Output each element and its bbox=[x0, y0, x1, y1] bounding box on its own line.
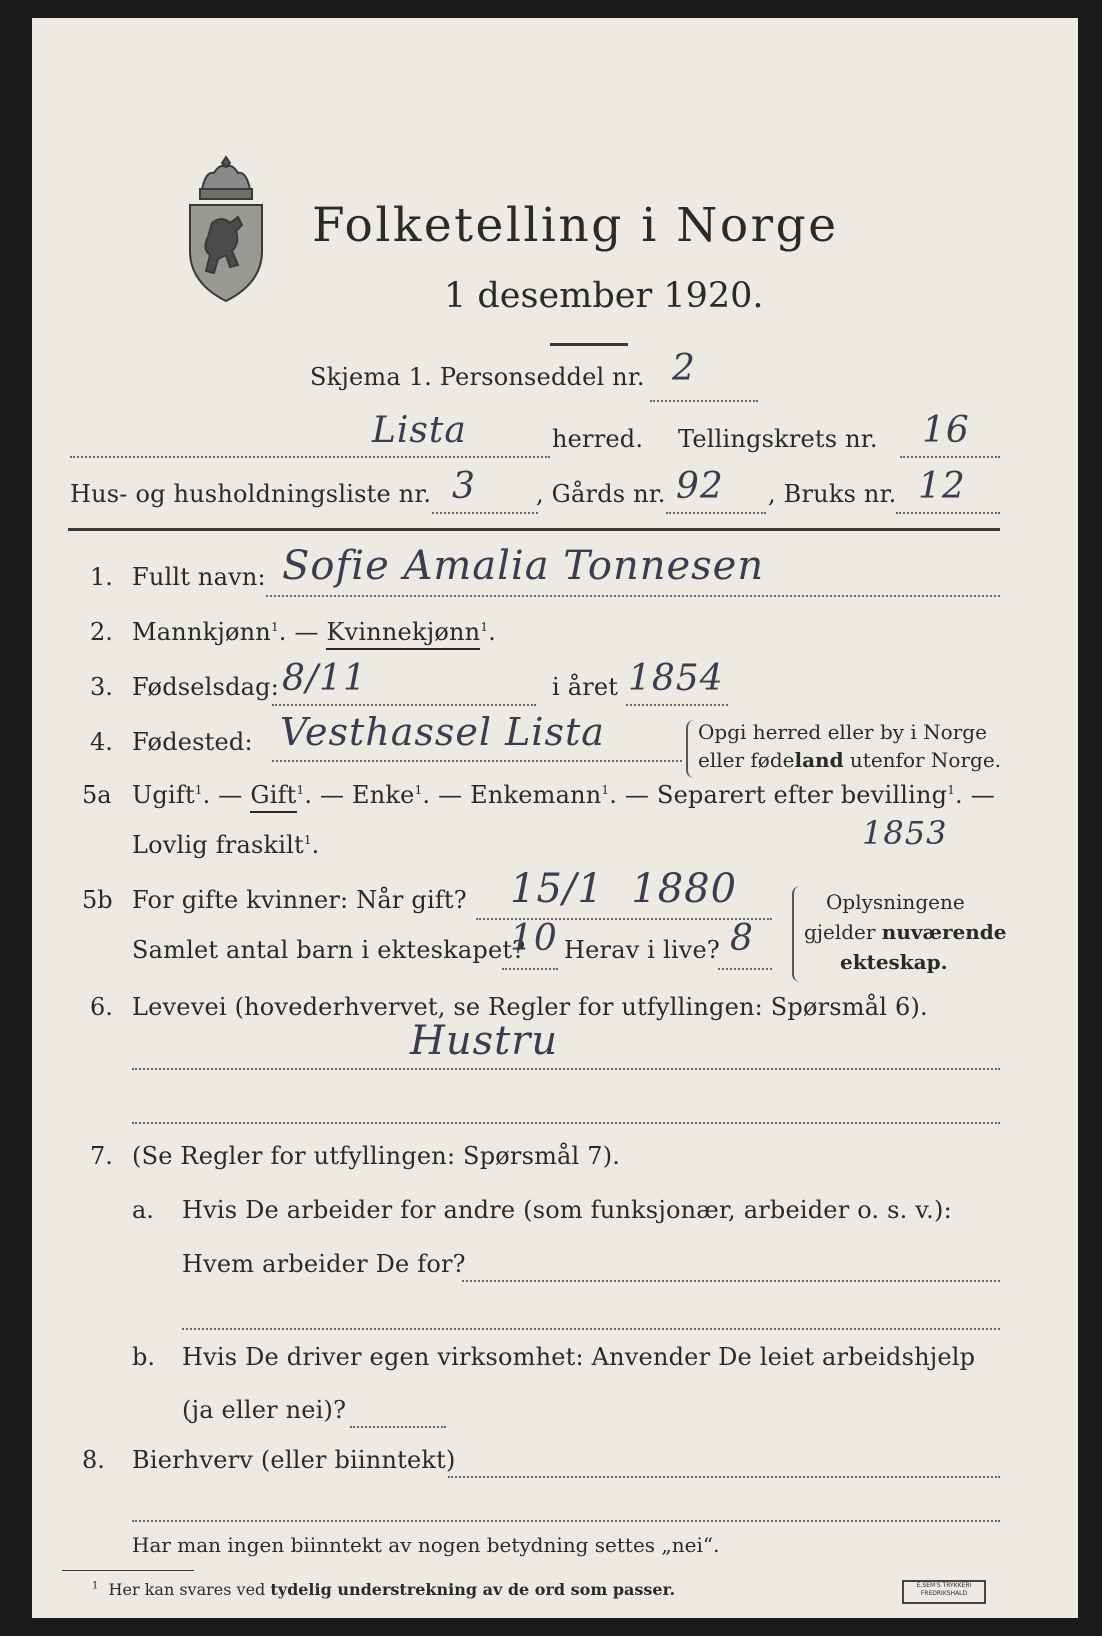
q8-note: Har man ingen biinntekt av nogen betydning settes „nei“. bbox=[132, 1533, 720, 1557]
q7-label: (Se Regler for utfyllingen: Spørsmål 7). bbox=[132, 1142, 621, 1170]
gards-field[interactable] bbox=[666, 512, 766, 514]
hus-label: Hus- og husholdningsliste nr. bbox=[70, 480, 432, 508]
census-form-sheet bbox=[32, 18, 1078, 1618]
birth-year-field[interactable] bbox=[626, 704, 728, 706]
q4-note-line1: Opgi herred eller by i Norge bbox=[698, 720, 987, 744]
bruks-label: , Bruks nr. bbox=[768, 480, 897, 508]
q7b-letter: b. bbox=[132, 1343, 155, 1371]
occupation-field[interactable] bbox=[132, 1068, 1000, 1070]
q6-number: 6. bbox=[90, 993, 113, 1021]
schema-label: Skjema 1. Personseddel nr. bbox=[310, 363, 645, 391]
q4-note-line2: eller fødeland utenfor Norge. bbox=[698, 748, 1002, 772]
birthday-value: 8/11 bbox=[282, 658, 367, 699]
q7a-letter: a. bbox=[132, 1196, 154, 1224]
q8-label: Bierhverv (eller biinntekt) bbox=[132, 1446, 456, 1474]
q5b-brace bbox=[792, 886, 802, 982]
footnote-marker: 1 bbox=[270, 620, 279, 634]
header-divider bbox=[68, 528, 1000, 531]
bruks-value: 12 bbox=[918, 466, 966, 507]
q8-number: 8. bbox=[82, 1446, 105, 1474]
q7b-yesno-label: (ja eller nei)? bbox=[182, 1396, 347, 1424]
printer-stamp: E.SEM'S TRYKKERI FREDRIKSHALD bbox=[902, 1580, 986, 1604]
tellingskrets-value: 16 bbox=[922, 410, 970, 451]
q4-number: 4. bbox=[90, 728, 113, 756]
male-option[interactable]: Mannkjønn bbox=[132, 618, 271, 646]
q3-number: 3. bbox=[90, 673, 113, 701]
employer-field[interactable] bbox=[462, 1280, 1000, 1282]
birthplace-field[interactable] bbox=[272, 760, 682, 762]
footnote: $^1$ Her kan svares ved tydelig understrekning av de ord som passer. bbox=[92, 1580, 676, 1599]
children-alive-value: 8 bbox=[730, 918, 754, 959]
q3-label: Fødselsdag: bbox=[132, 673, 279, 701]
hus-value: 3 bbox=[452, 466, 476, 507]
footnote-divider bbox=[62, 1570, 194, 1571]
gift-option-underlined[interactable]: Gift bbox=[250, 781, 296, 813]
q7a-label: Hvis De arbeider for andre (som funksjonær, arbeider o. s. v.): bbox=[182, 1196, 952, 1224]
q5b-note-line1: Oplysningene bbox=[826, 890, 965, 914]
enkemann-option[interactable]: Enkemann bbox=[470, 781, 602, 809]
married-when-value: 15/1 1880 bbox=[510, 866, 738, 912]
gards-value: 92 bbox=[676, 466, 724, 507]
birth-year-value: 1854 bbox=[628, 658, 724, 699]
herred-label: herred. bbox=[552, 425, 644, 453]
q7b-label: Hvis De driver egen virksomhet: Anvender De leiet arbeidshjelp bbox=[182, 1343, 976, 1371]
female-option-underlined[interactable]: Kvinnekjønn bbox=[326, 618, 480, 650]
personseddel-field[interactable] bbox=[650, 400, 758, 402]
tellingskrets-label: Tellingskrets nr. bbox=[678, 425, 878, 453]
herred-field[interactable] bbox=[70, 456, 550, 458]
q5b-note-line2: gjelder nuværende bbox=[804, 920, 1007, 944]
ugift-option[interactable]: Ugift bbox=[132, 781, 195, 809]
children-alive-label: Herav i live? bbox=[564, 936, 720, 964]
occupation-value: Hustru bbox=[410, 1018, 559, 1064]
footnote-marker: 1 bbox=[480, 620, 489, 634]
q7-number: 7. bbox=[90, 1142, 113, 1170]
q5b-number: 5b bbox=[82, 886, 113, 914]
tellingskrets-field[interactable] bbox=[900, 456, 1000, 458]
q5b-note-line3: ekteskap. bbox=[840, 950, 948, 974]
q5a-number: 5a bbox=[82, 781, 112, 809]
q4-label: Fødested: bbox=[132, 728, 253, 756]
enke-option[interactable]: Enke bbox=[352, 781, 415, 809]
q1-label: Fullt navn: bbox=[132, 563, 266, 591]
hus-field[interactable] bbox=[432, 512, 538, 514]
census-date: 1 desember 1920. bbox=[444, 276, 764, 316]
hired-help-field[interactable] bbox=[350, 1426, 446, 1428]
separator: . — bbox=[278, 618, 327, 646]
children-total-field[interactable] bbox=[502, 968, 558, 970]
personseddel-value: 2 bbox=[672, 348, 696, 389]
bruks-field[interactable] bbox=[896, 512, 1000, 514]
q2-options bbox=[132, 618, 496, 646]
children-total-label: Samlet antal barn i ekteskapet? bbox=[132, 936, 526, 964]
title-divider bbox=[550, 343, 628, 346]
side-income-field-line2[interactable] bbox=[132, 1520, 1000, 1522]
full-name-value: Sofie Amalia Tonnesen bbox=[282, 543, 765, 589]
side-income-field[interactable] bbox=[448, 1476, 1000, 1478]
birthplace-value: Vesthassel Lista bbox=[280, 710, 605, 754]
gards-label: , Gårds nr. bbox=[536, 480, 666, 508]
q7a-who-label: Hvem arbeider De for? bbox=[182, 1250, 466, 1278]
q6-label: Levevei (hovederhvervet, se Regler for utfyllingen: Spørsmål 6). bbox=[132, 993, 928, 1021]
norwegian-coat-of-arms-icon bbox=[182, 153, 270, 308]
q2-end: . bbox=[488, 618, 497, 646]
year-label: i året bbox=[552, 673, 619, 701]
q4-brace bbox=[686, 720, 696, 778]
occupation-field-line2[interactable] bbox=[132, 1122, 1000, 1124]
marital-note-year: 1853 bbox=[862, 814, 948, 852]
q1-number: 1. bbox=[90, 563, 113, 591]
married-when-label: For gifte kvinner: Når gift? bbox=[132, 886, 467, 914]
birthday-field[interactable] bbox=[272, 704, 536, 706]
children-alive-field[interactable] bbox=[718, 968, 772, 970]
full-name-field[interactable] bbox=[266, 595, 1000, 597]
page-title: Folketelling i Norge bbox=[312, 198, 839, 253]
herred-value: Lista bbox=[372, 410, 467, 451]
fraskilt-option[interactable]: Lovlig fraskilt$^1$. bbox=[132, 831, 320, 859]
marital-status-options: Ugift$^1$. — Gift$^1$. — Enke$^1$. — Enkemann$^1$. — Separert efter bevilling$^1$. — bbox=[132, 781, 995, 809]
separert-option[interactable]: Separert efter bevilling bbox=[656, 781, 948, 809]
employer-field-line2[interactable] bbox=[182, 1328, 1000, 1330]
q2-number: 2. bbox=[90, 618, 113, 646]
children-total-value: 10 bbox=[510, 918, 558, 959]
